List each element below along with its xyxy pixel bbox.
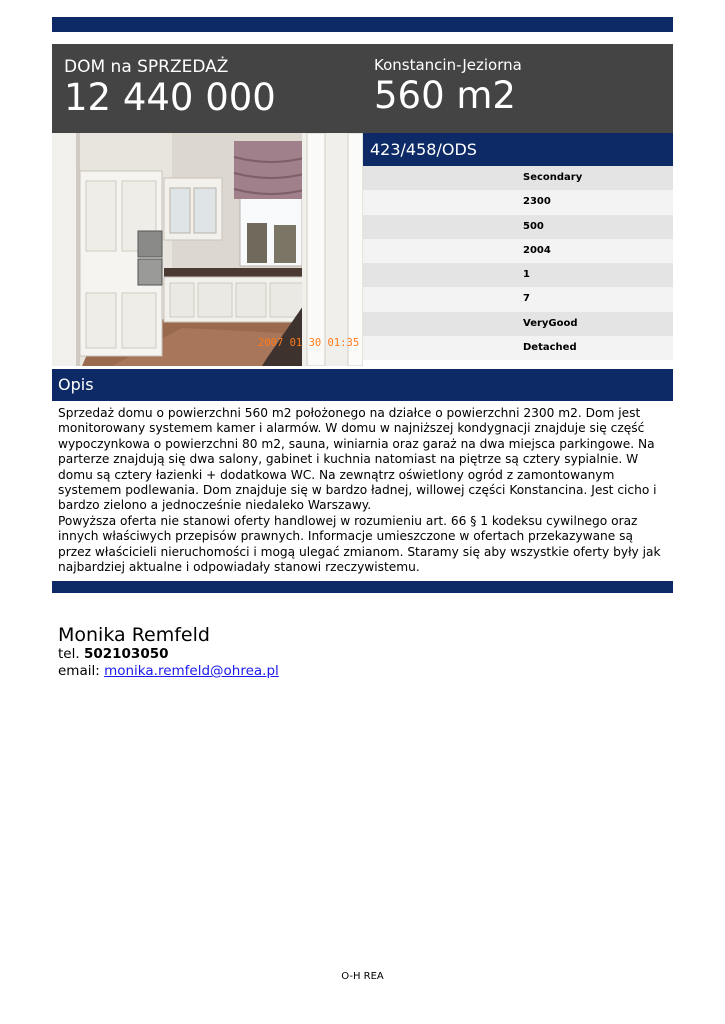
photo-timestamp: 2007 01 30 01:35 [258,337,360,349]
listing-header [52,44,673,133]
property-price: 12 440 000 [64,76,276,119]
listing-reference: 423/458/ODS [363,133,673,166]
agent-name: Monika Remfeld [58,624,210,646]
description-heading: Opis [52,369,673,401]
disclaimer-paragraph: Powyższa oferta nie stanowi oferty handlowej w rozumieniu art. 66 § 1 kodeksu cywilnego oraz innych właściwych przepisów prawnych. Informacje umieszczone w ofertach przekazywane są przez właścicieli nieruchomości i mogą ulegać zmianom. Staramy się aby wszystkie oferty były jak najbardziej aktualne i odpowiadały stanowi rzeczywistemu. [58,513,661,575]
property-area: 560 m2 [374,74,516,117]
agent-email-line [58,663,279,680]
spec-condition: VeryGood [363,312,673,336]
spec-usable-area: 500 [363,215,673,239]
spec-table [363,166,673,360]
phone-label: tel. [58,646,80,662]
property-photo [52,133,363,366]
bottom-accent-bar [52,581,673,593]
email-label: email: [58,663,100,679]
property-type: DOM na SPRZEDAŻ [64,57,229,77]
spec-year-built: 2004 [363,239,673,263]
agent-phone: 502103050 [83,646,169,662]
agent-phone-line [58,646,279,663]
footer-brand: O-H REA [341,971,384,982]
spec-plot-area: 2300 [363,190,673,214]
spec-rooms: 7 [363,287,673,311]
top-accent-bar [52,17,673,32]
description-paragraph: Sprzedaż domu o powierzchni 560 m2 położonego na działce o powierzchni 2300 m2. Dom jest monitorowany systemem kamer i alarmów. W domu w najniższej kondygnacji znajduje się część wypoczynkowa o powierzchni 80 m2, sauna, winiarnia oraz garaż na dwa miejsca parkingowe. Na parterze znajdują się dwa salony, gabinet i kuchnia natomiast na piętrze są cztery sypialnie. W domu są cztery łazienki + dodatkowa WC. Na zewnątrz oświetlony ogród z zamontowanym systemem podlewania. Dom znajduje się w bardzo ładnej, willowej części Konstancina. Jest cicho i bardzo zielono a jednocześnie niedaleko Warszawy. [58,406,657,513]
description-text [58,406,668,575]
agent-email-link[interactable]: monika.remfeld@ohrea.pl [104,663,279,679]
spec-market: Secondary [363,166,673,190]
spec-floors: 1 [363,263,673,287]
spec-building-type: Detached [363,336,673,360]
property-location: Konstancin-Jeziorna [374,56,522,74]
agent-contact [58,624,279,680]
